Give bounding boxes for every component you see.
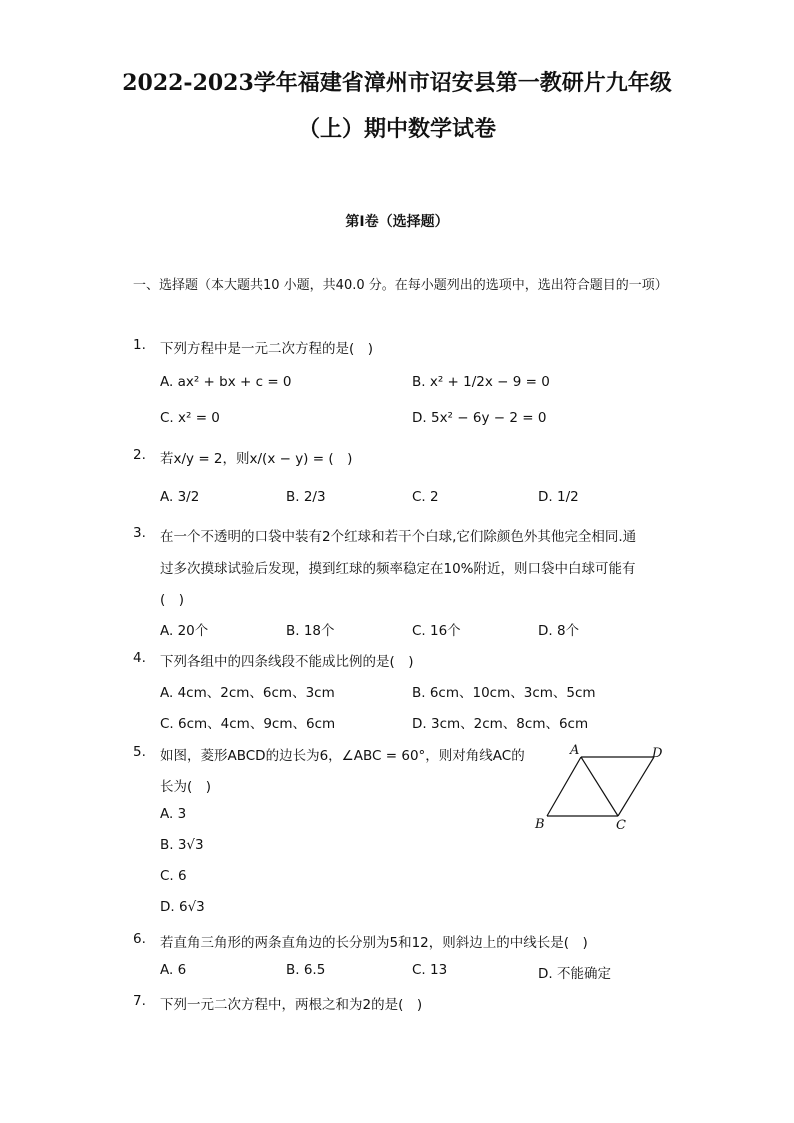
option-a: A. 4cm、2cm、6cm、3cm (160, 685, 335, 701)
question-number: 3. (133, 525, 146, 541)
option-c: C. 16个 (412, 623, 461, 639)
question-stem-line-3: ( ) (160, 592, 185, 608)
question-stem: 若直角三角形的两条直角边的长分别为5和12，则斜边上的中线长是( ) (160, 935, 588, 951)
option-a: A. 6 (160, 962, 187, 978)
question-number: 4. (133, 650, 146, 666)
option-a: A. ax² + bx + c = 0 (160, 374, 292, 390)
option-b: B. 6.5 (286, 962, 326, 978)
question-stem: 若x/y = 2，则x/(x − y) = ( ) (160, 451, 353, 467)
option-b: B. 18个 (286, 623, 335, 639)
option-a: A. 3 (160, 806, 187, 822)
option-d: D. 不能确定 (538, 966, 611, 982)
question-stem: 下列各组中的四条线段不能成比例的是( ) (160, 654, 414, 670)
option-d: D. 5x² − 6y − 2 = 0 (412, 410, 547, 426)
option-c: C. 2 (412, 489, 439, 505)
option-b: B. x² + 1/2x − 9 = 0 (412, 374, 550, 390)
vertex-c-label: C (616, 818, 626, 833)
vertex-b-label: B (535, 817, 545, 832)
question-stem: 下列一元二次方程中，两根之和为2的是( ) (160, 997, 423, 1013)
edge-ab (547, 757, 581, 816)
question-number: 1. (133, 337, 146, 353)
option-b: B. 6cm、10cm、3cm、5cm (412, 685, 596, 701)
option-a: A. 20个 (160, 623, 209, 639)
question-number: 5. (133, 744, 146, 760)
option-b: B. 2/3 (286, 489, 326, 505)
option-d: D. 6√3 (160, 899, 205, 915)
question-number: 6. (133, 931, 146, 947)
diagonal-ac (581, 757, 618, 816)
part-instructions: 一、选择题（本大题共10 小题，共40.0 分。在每小题列出的选项中，选出符合题目的一项） (133, 278, 668, 293)
title-line-2: （上）期中数学试卷 (297, 116, 496, 142)
section-heading: 第I卷（选择题） (345, 214, 449, 230)
question-stem-line-1: 在一个不透明的口袋中装有2个红球和若干个白球,它们除颜色外其他完全相同.通 (160, 529, 637, 545)
edge-dc (618, 757, 654, 816)
option-c: C. x² = 0 (160, 410, 220, 426)
option-c: C. 13 (412, 962, 448, 978)
question-stem-line-2: 过多次摸球试验后发现，摸到红球的频率稳定在10%附近，则口袋中白球可能有 (160, 561, 636, 577)
option-c: C. 6cm、4cm、9cm、6cm (160, 716, 336, 732)
option-d: D. 1/2 (538, 489, 579, 505)
option-d: D. 3cm、2cm、8cm、6cm (412, 716, 589, 732)
vertex-a-label: A (570, 743, 580, 758)
title-line-1: 2022-2023学年福建省漳州市诏安县第一教研片九年级 (122, 70, 672, 96)
option-a: A. 3/2 (160, 489, 200, 505)
option-c: C. 6 (160, 868, 187, 884)
question-stem-line-1: 如图，菱形ABCD的边长为6，∠ABC = 60°，则对角线AC的 (160, 748, 525, 764)
question-stem-line-2: 长为( ) (160, 779, 212, 795)
question-number: 2. (133, 447, 146, 463)
option-b: B. 3√3 (160, 837, 204, 853)
question-number: 7. (133, 993, 146, 1009)
option-d: D. 8个 (538, 623, 580, 639)
vertex-d-label: D (652, 746, 663, 761)
rhombus-figure (530, 740, 670, 835)
question-stem: 下列方程中是一元二次方程的是( ) (160, 341, 374, 357)
